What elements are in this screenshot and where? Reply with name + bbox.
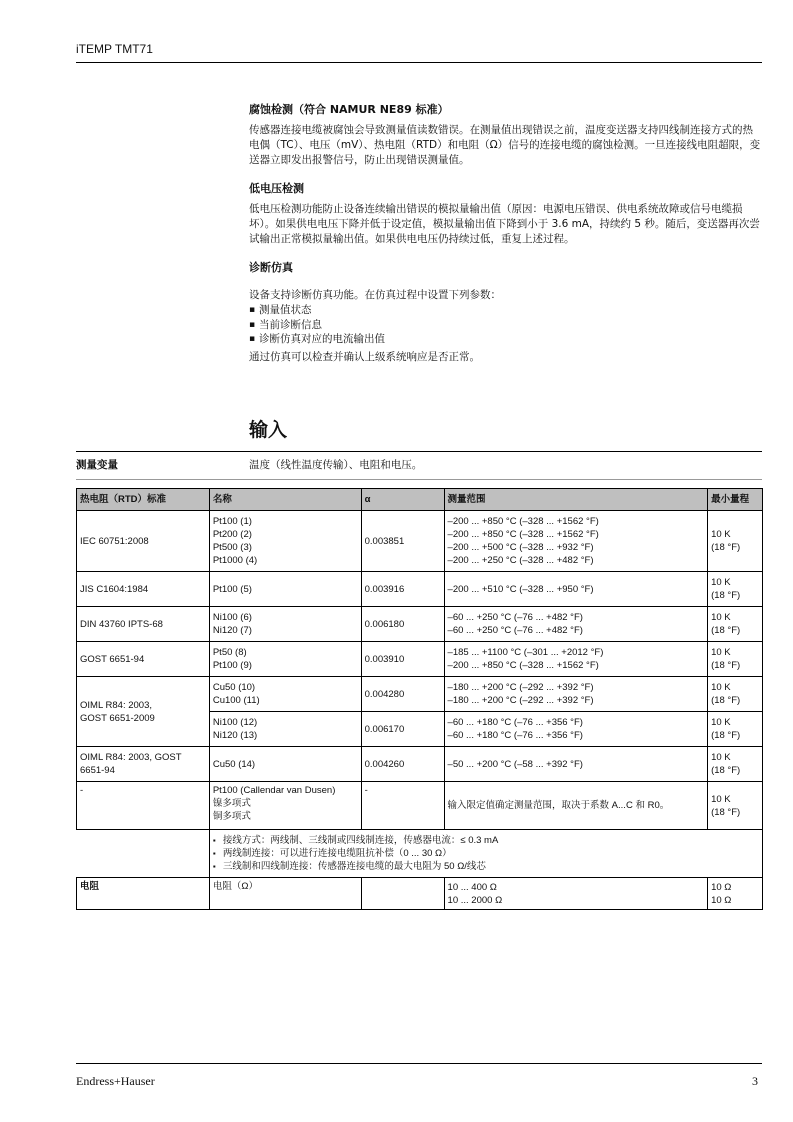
table-notes-row (77, 830, 763, 878)
column-header-name: 名称 (209, 489, 361, 511)
table-row (77, 607, 763, 642)
column-header-alpha: α (361, 489, 444, 511)
table-notes (209, 830, 762, 878)
cell-standard: JIS C1604:1984 (77, 572, 210, 607)
cell-span: 10 K (18 °F) (708, 511, 763, 572)
cell-range: –60 ... +250 °C (–76 ... +482 °F) –60 ... +250 °C (–76 ... +482 °F) (444, 607, 708, 642)
cell-span: 10 K (18 °F) (708, 642, 763, 677)
cell-name: Pt100 (Callendar van Dusen) 镍多项式 铜多项式 (209, 782, 361, 830)
table-row (77, 572, 763, 607)
section-body: 传感器连接电缆被腐蚀会导致测量值读数错误。在测量值出现错误之前，温度变送器支持四线制连接方式的热电偶（TC）、电压（mV）、热电阻（RTD）和电阻（Ω）信号的连接电缆的腐蚀检测。一旦连接线电阻超限，变送器立即发出报警信号，防止出现错误测量值。 (249, 124, 761, 166)
cell-alpha: 0.003910 (361, 642, 444, 677)
table-header-row (77, 489, 763, 511)
section-body: 低电压检测功能防止设备连续输出错误的模拟量输出值（原因：电源电压错误、供电系统故障或信号电缆损坏）。如果供电电压下降并低于设定值，模拟量输出值下降到小于 3.6 mA，持续约 5 秒。随后，变送器再次尝试输出正常模拟量输出值。如果供电电压仍持续过低，重复上述过程。 (249, 203, 760, 245)
cell-name: Pt50 (8) Pt100 (9) (209, 642, 361, 677)
cell-span: 10 K (18 °F) (708, 607, 763, 642)
header-divider (76, 62, 762, 63)
cell-standard: IEC 60751:2008 (77, 511, 210, 572)
cell-name: Cu50 (14) (209, 747, 361, 782)
section-simulation (249, 261, 762, 365)
section-corrosion (249, 103, 762, 168)
cell-alpha (361, 878, 444, 910)
cell-range: –185 ... +1100 °C (–301 ... +2012 °F) –200 ... +850 °C (–328 ... +1562 °F) (444, 642, 708, 677)
cell-range: 输入限定值确定测量范围，取决于系数 A...C 和 R0。 (444, 782, 708, 830)
cell-alpha: 0.006180 (361, 607, 444, 642)
footer-brand: Endress+Hauser (76, 1074, 155, 1088)
section-heading: 诊断仿真 (249, 261, 293, 274)
list-item: ▪ 测量值状态 (249, 303, 762, 318)
table-row (77, 782, 763, 830)
cell-span: 10 Ω 10 Ω (708, 878, 763, 910)
cell-name: Pt100 (1) Pt200 (2) Pt500 (3) Pt1000 (4) (209, 511, 361, 572)
cell-span: 10 K (18 °F) (708, 572, 763, 607)
cell-range: –200 ... +510 °C (–328 ... +950 °F) (444, 572, 708, 607)
measured-variable-text: 温度（线性温度传输）、电阻和电压。 (249, 459, 423, 471)
cell-alpha: 0.004280 (361, 677, 444, 712)
cell-span: 10 K (18 °F) (708, 782, 763, 830)
column-header-min-span: 最小量程 (708, 489, 763, 511)
measured-variable-label: 测量变量 (76, 459, 118, 471)
cell-standard: GOST 6651-94 (77, 642, 210, 677)
footer-divider (76, 1063, 762, 1064)
table-row (77, 677, 763, 712)
list-item: ▪ 诊断仿真对应的电流输出值 (249, 332, 762, 347)
cell-standard: - (77, 782, 210, 830)
cell-range: –50 ... +200 °C (–58 ... +392 °F) (444, 747, 708, 782)
table-row-resistance (77, 878, 763, 910)
cell-alpha: 0.003851 (361, 511, 444, 572)
cell-range: –200 ... +850 °C (–328 ... +1562 °F) –200 ... +850 °C (–328 ... +1562 °F) –200 ... +500 °C (–328 ... +932 °F) –200 ... +250 °C (–328 ... +482 °F) (444, 511, 708, 572)
cell-alpha: - (361, 782, 444, 830)
cell-range: –180 ... +200 °C (–292 ... +392 °F) –180 ... +200 °C (–292 ... +392 °F) (444, 677, 708, 712)
cell-name: Pt100 (5) (209, 572, 361, 607)
cell-alpha: 0.004260 (361, 747, 444, 782)
input-section-title: 输入 (249, 419, 288, 441)
note-item: ▪ 两线制连接：可以进行连接电缆阻抗补偿（0 ... 30 Ω） (213, 847, 759, 860)
cell-name: Ni100 (6) Ni120 (7) (209, 607, 361, 642)
cell-span: 10 K (18 °F) (708, 747, 763, 782)
cell-alpha: 0.003916 (361, 572, 444, 607)
cell-range: 10 ... 400 Ω 10 ... 2000 Ω (444, 878, 708, 910)
cell-name: Ni100 (12) Ni120 (13) (209, 712, 361, 747)
cell-standard: DIN 43760 IPTS-68 (77, 607, 210, 642)
measured-variable-divider (76, 479, 762, 480)
section-intro: 设备支持诊断仿真功能。在仿真过程中设置下列参数： (249, 289, 501, 301)
rtd-table (76, 488, 763, 910)
section-heading: 腐蚀检测（符合 NAMUR NE89 标准） (249, 103, 449, 116)
cell-span: 10 K (18 °F) (708, 677, 763, 712)
page-number: 3 (752, 1074, 758, 1088)
cell-standard: OIML R84: 2003, GOST 6651-94 (77, 747, 210, 782)
section-divider (76, 451, 762, 452)
cell-alpha: 0.006170 (361, 712, 444, 747)
cell-name: Cu50 (10) Cu100 (11) (209, 677, 361, 712)
notes-empty-cell (77, 830, 210, 878)
cell-standard: 电阻 (77, 878, 210, 910)
cell-name: 电阻（Ω） (209, 878, 361, 910)
section-outro: 通过仿真可以检查并确认上级系统响应是否正常。 (249, 350, 480, 363)
list-item: ▪ 当前诊断信息 (249, 318, 762, 333)
column-header-standard: 热电阻（RTD）标准 (77, 489, 210, 511)
section-heading: 低电压检测 (249, 182, 304, 195)
cell-standard: OIML R84: 2003, GOST 6651-2009 (77, 677, 210, 747)
note-item: ▪ 三线制和四线制连接：传感器连接电缆的最大电阻为 50 Ω/线芯 (213, 860, 759, 873)
cell-span: 10 K (18 °F) (708, 712, 763, 747)
document-header-title: iTEMP TMT71 (76, 42, 153, 56)
column-header-range: 测量范围 (444, 489, 708, 511)
table-row (77, 747, 763, 782)
section-undervoltage (249, 182, 762, 247)
table-row (77, 511, 763, 572)
cell-range: –60 ... +180 °C (–76 ... +356 °F) –60 ... +180 °C (–76 ... +356 °F) (444, 712, 708, 747)
note-item: ▪ 接线方式：两线制、三线制或四线制连接，传感器电流：≤ 0.3 mA (213, 834, 759, 847)
table-row (77, 642, 763, 677)
